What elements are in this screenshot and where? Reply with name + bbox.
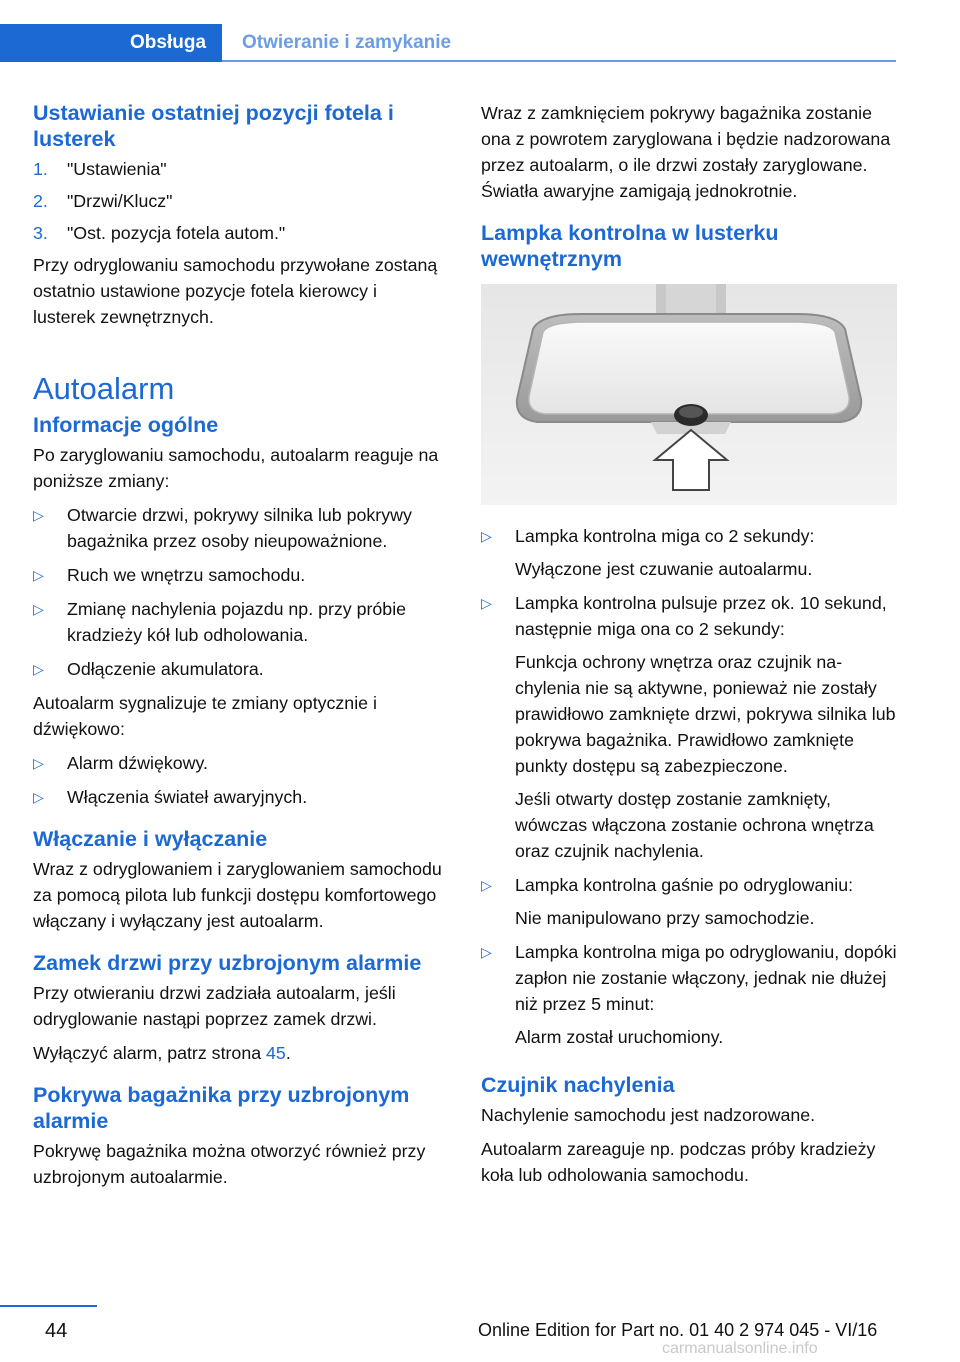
list-item-detail: Jeśli otwarty dostęp zostanie zamknięty, wówczas włączona zostanie ochrona wnętrza oraz czujnik nachylenia. (515, 789, 874, 861)
page-number: 44 (45, 1320, 68, 1342)
changes-list (33, 502, 443, 682)
section-tab-label: Obsługa (130, 32, 207, 53)
triangle-bullet-icon: ▷ (33, 661, 44, 677)
list-item-text: Lampka kontrolna gaśnie po odryglowaniu: (515, 875, 854, 895)
paragraph-signals: Autoalarm sygnalizuje te zmiany optycznie i dźwiękowo: (33, 693, 377, 739)
triangle-bullet-icon: ▷ (33, 567, 44, 583)
list-item-text: Odłączenie akumulatora. (67, 659, 264, 679)
step-number: 3. (33, 223, 48, 243)
list-item (33, 596, 443, 648)
paragraph-tilt-1: Nachylenie samochodu jest nadzorowane. (481, 1105, 816, 1125)
paragraph-disable (33, 1040, 443, 1066)
triangle-bullet-icon: ▷ (481, 528, 492, 544)
page-link[interactable]: 45 (266, 1043, 286, 1063)
lamp-status-list (481, 523, 897, 1050)
list-item (33, 784, 443, 810)
triangle-bullet-icon: ▷ (33, 755, 44, 771)
heading-tilt: Czujnik nachylenia (481, 1073, 675, 1097)
edition-note: Online Edition for Part no. 01 40 2 974 045 - VI/16 (478, 1320, 878, 1340)
list-item (33, 750, 443, 776)
paragraph-onoff: Wraz z odryglowaniem i zaryglowaniem samochodu za pomocą pilota lub funkcji dostępu komfortowego włączany i wyłączany jest autoalarm. (33, 859, 442, 931)
heading-autoalarm: Autoalarm (33, 371, 175, 406)
disable-suffix: . (285, 1043, 291, 1063)
chapter-tab[interactable] (222, 24, 896, 62)
step-text: "Drzwi/Klucz" (67, 191, 173, 211)
disable-text: Wyłączyć alarm, patrz strona (33, 1043, 267, 1063)
paragraph-doorlock: Przy otwieraniu drzwi zadziała autoalarm, jeśli odryglowanie nastąpi poprzez zamek drzwi. (33, 983, 396, 1029)
triangle-bullet-icon: ▷ (481, 877, 492, 893)
list-item-detail: Wyłączone jest czuwanie autoalarmu. (515, 559, 813, 579)
step-number: 1. (33, 159, 48, 179)
mirror-illustration (481, 284, 897, 505)
signals-list (33, 750, 443, 810)
triangle-bullet-icon: ▷ (33, 789, 44, 805)
list-item-text: Zmianę nachylenia pojazdu np. przy próbie kradzieży kół lub odholowania. (67, 599, 407, 645)
watermark: carmanualsonline.info (662, 1340, 818, 1357)
list-item-text: Ruch we wnętrzu samochodu. (67, 565, 306, 585)
memory-steps (33, 156, 443, 246)
list-item-text: Włączenia świateł awaryjnych. (67, 787, 308, 807)
list-item (33, 502, 443, 554)
header-rule (222, 60, 896, 62)
list-item-detail: Nie manipulowano przy samochodzie. (515, 908, 815, 928)
paragraph-trunk-continued: Wraz z zamknięciem pokrywy bagażnika zostanie ona z powrotem zaryglowana i będzie nadzorowana przez autoalarm, o ile drzwi zostały zaryglowane. Światła awaryjne zamigają jednokrotnie. (481, 103, 891, 201)
step-text: "Ustawienia" (67, 159, 167, 179)
list-item-text: Lampka kontrolna miga po odryglowaniu, dopóki zapłon nie zostanie włączony, jednak nie dłużej niż przez 5 minut: (515, 942, 897, 1014)
section-tab[interactable] (0, 24, 222, 62)
heading-onoff: Włączanie i wyłączanie (33, 827, 268, 851)
list-item-detail: Alarm został uruchomiony. (515, 1027, 724, 1047)
left-column (33, 100, 443, 1198)
step-text: "Ost. pozycja fotela autom." (67, 223, 286, 243)
heading-memory: Ustawianie ostatniej pozycji fotela i lusterek (33, 101, 394, 151)
list-item (481, 590, 897, 864)
list-item (481, 523, 897, 582)
list-item-text: Otwarcie drzwi, pokrywy silnika lub pokrywy bagażnika przez osoby nieupoważnione. (67, 505, 412, 551)
paragraph-general: Po zaryglowaniu samochodu, autoalarm reaguje na poniższe zmiany: (33, 445, 439, 491)
list-item (481, 939, 897, 1050)
list-item (33, 156, 443, 182)
list-item-text: Lampka kontrolna pulsuje przez ok. 10 sekund, następnie miga ona co 2 sekundy: (515, 593, 887, 639)
heading-doorlock: Zamek drzwi przy uzbrojonym alarmie (33, 951, 422, 975)
list-item (33, 188, 443, 214)
list-item (33, 656, 443, 682)
heading-lamp: Lampka kontrolna w lusterku wewnętrznym (481, 221, 779, 271)
heading-general: Informacje ogólne (33, 413, 219, 437)
list-item (33, 220, 443, 246)
heading-trunk: Pokrywa bagażnika przy uzbrojonym alarmie (33, 1083, 410, 1133)
paragraph-trunk: Pokrywę bagażnika można otworzyć również przy uzbrojonym autoalarmie. (33, 1141, 426, 1187)
paragraph-tilt-2: Autoalarm zareaguje np. podczas próby kradzieży koła lub odholowania samochodu. (481, 1139, 876, 1185)
list-item-text: Lampka kontrolna miga co 2 sekundy: (515, 526, 815, 546)
chapter-tab-label: Otwieranie i zamykanie (242, 32, 452, 53)
step-number: 2. (33, 191, 48, 211)
list-item-text: Alarm dźwiękowy. (67, 753, 208, 773)
list-item-detail: Funkcja ochrony wnętrza oraz czujnik nachylenia nie są aktywne, ponieważ nie zostały prawidłowo zamknięte drzwi, pokrywa silnika lub pokrywa bagażnika. Prawidłowo zamknięte punkty dostępu są zabezpieczone. (515, 652, 896, 776)
triangle-bullet-icon: ▷ (481, 944, 492, 960)
triangle-bullet-icon: ▷ (33, 507, 44, 523)
list-item (33, 562, 443, 588)
page-header (0, 0, 960, 62)
paragraph-memory: Przy odryglowaniu samochodu przywołane zostaną ostatnio ustawione pozycje fotela kierowcy i lusterek zewnętrznych. (33, 255, 438, 327)
triangle-bullet-icon: ▷ (481, 595, 492, 611)
triangle-bullet-icon: ▷ (33, 601, 44, 617)
list-item (481, 872, 897, 931)
footer-rule (0, 1305, 97, 1307)
right-column (481, 100, 897, 1196)
